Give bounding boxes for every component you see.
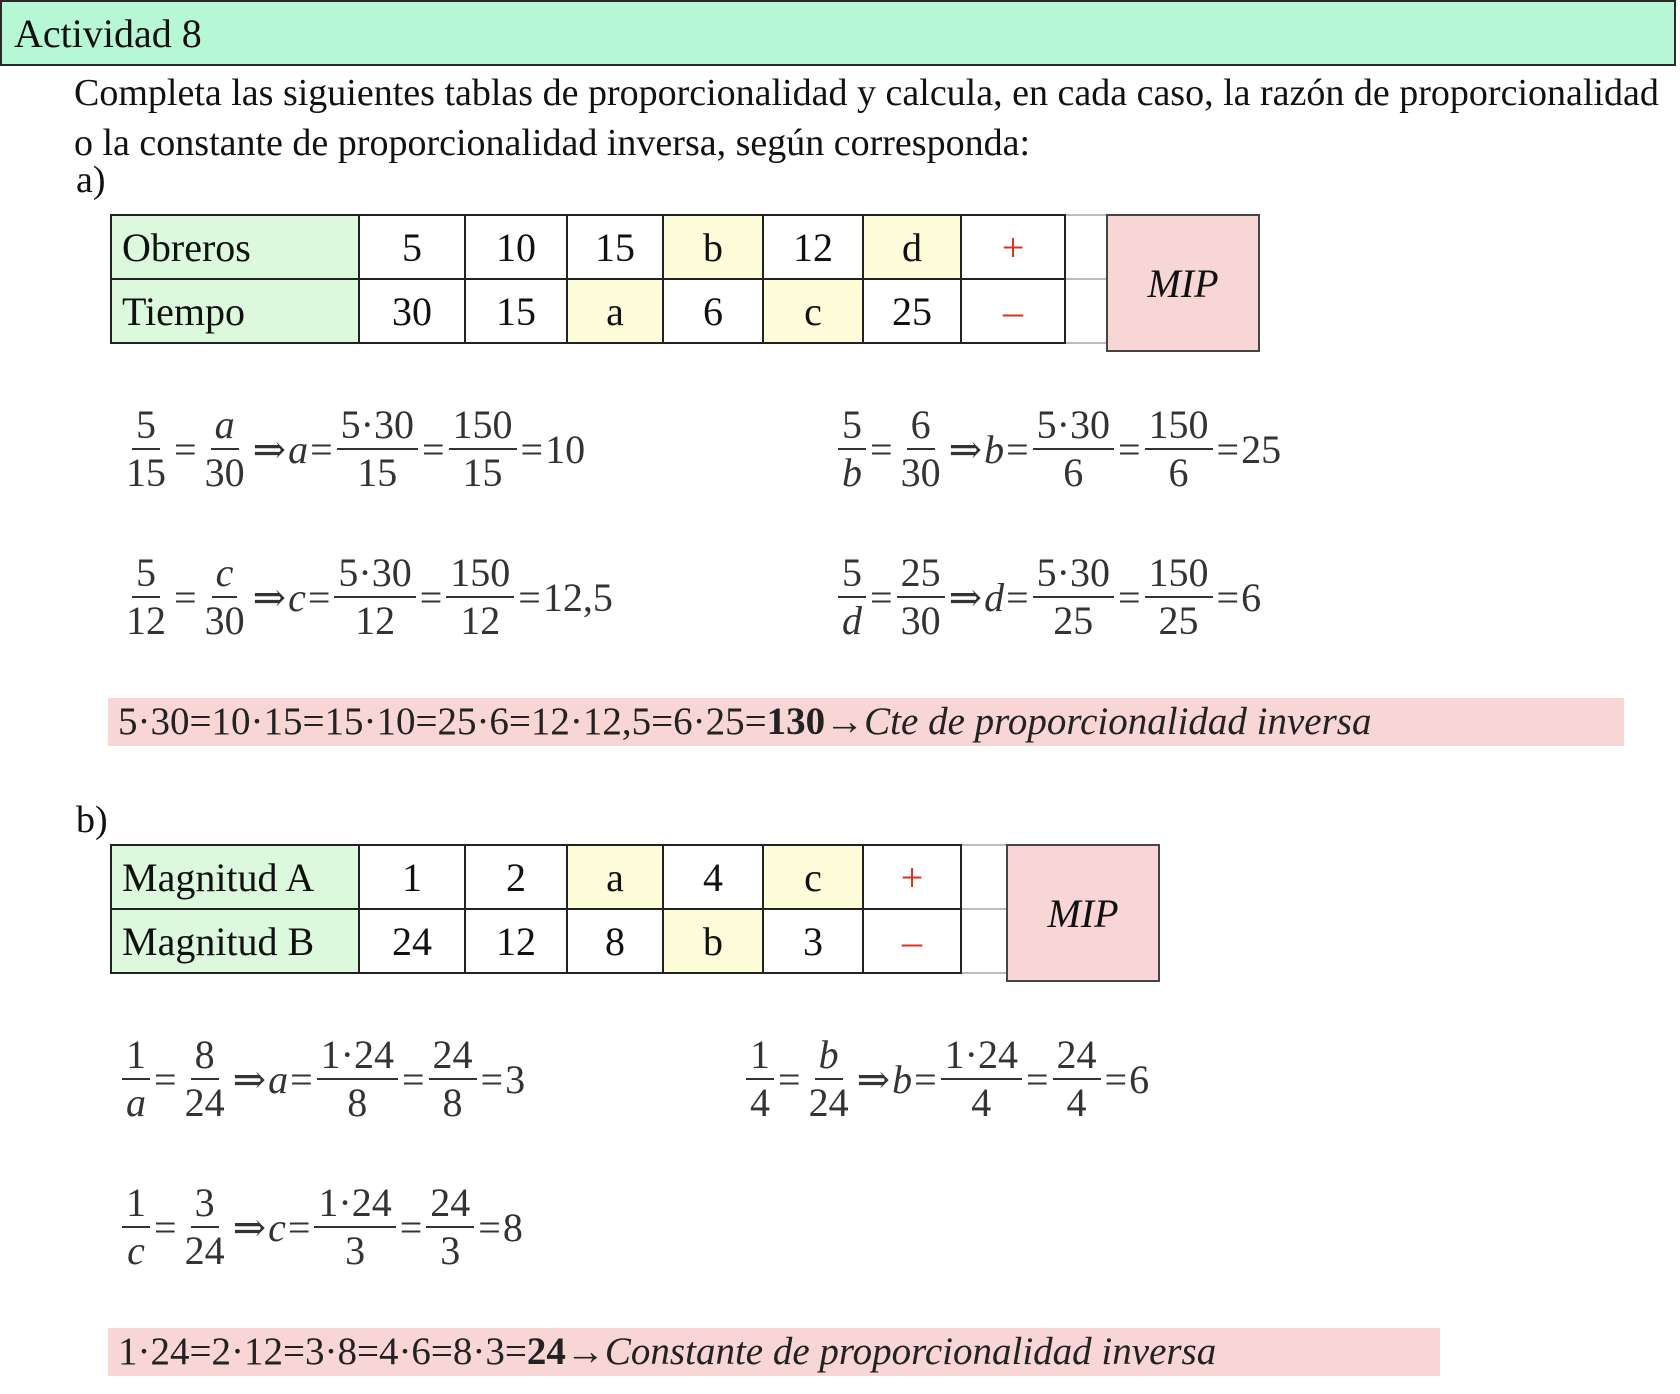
minus-sign: – — [961, 279, 1065, 343]
denominator: 24 — [808, 1080, 849, 1125]
equation-result: 8 — [502, 1204, 523, 1250]
operator: = — [1216, 574, 1240, 620]
left-fraction — [838, 550, 866, 644]
row-header: Obreros — [111, 215, 359, 279]
numerator: a — [211, 402, 239, 450]
table-cell: 8 — [567, 909, 663, 973]
summary-value: 130 — [766, 700, 826, 743]
denominator: 8 — [442, 1080, 463, 1125]
product-fraction — [334, 550, 415, 644]
table-cell: 6 — [663, 279, 763, 343]
numerator: 5·30 — [337, 402, 418, 450]
numerator: 3 — [191, 1180, 219, 1228]
product-fraction — [337, 402, 418, 496]
numerator: 5·30 — [1033, 402, 1114, 450]
operator: = — [870, 574, 893, 620]
operator: ⇒ — [252, 426, 287, 472]
row-header: Magnitud A — [111, 845, 359, 909]
numerator: 150 — [1145, 550, 1213, 598]
operator: = — [1104, 1056, 1128, 1102]
denominator: 3 — [345, 1228, 366, 1273]
unknown-cell: c — [763, 279, 863, 343]
table-cell: 15 — [465, 279, 567, 343]
operator: = — [1006, 426, 1029, 472]
table-cell: 25 — [863, 279, 961, 343]
operator: = — [154, 1204, 177, 1250]
denominator: 15 — [126, 450, 166, 495]
numerator: 24 — [426, 1180, 474, 1228]
denominator: d — [842, 598, 862, 643]
table-a — [110, 214, 1109, 344]
value-fraction — [1145, 402, 1213, 496]
denominator: 3 — [440, 1228, 461, 1273]
equation — [120, 1180, 523, 1274]
operator: = — [518, 574, 541, 620]
operator: = — [174, 426, 197, 472]
product-fraction — [314, 1180, 395, 1274]
numerator: 1 — [746, 1032, 774, 1080]
numerator: 1 — [122, 1032, 150, 1080]
summary-products: 5·30=10·15=15·10=25·6=12·12,5=6·25= — [118, 700, 767, 743]
numerator: 5 — [132, 550, 160, 598]
product-fraction — [1033, 550, 1114, 644]
numerator: 5 — [132, 402, 160, 450]
unknown-cell: b — [663, 909, 763, 973]
unknown-variable: c — [268, 1204, 286, 1250]
operator: = — [419, 574, 443, 620]
table-row — [111, 909, 1009, 973]
arrow-icon: → — [565, 1330, 605, 1373]
right-fraction — [201, 402, 249, 496]
left-fraction — [122, 1032, 150, 1126]
operator: ⇒ — [948, 574, 983, 620]
right-fraction — [805, 1032, 853, 1126]
product-fraction — [941, 1032, 1022, 1126]
summary-a — [108, 698, 1624, 746]
operator: ⇒ — [252, 574, 287, 620]
row-header: Magnitud B — [111, 909, 359, 973]
denominator: c — [127, 1228, 145, 1273]
summary-products: 1·24=2·12=3·8=4·6=8·3= — [118, 1330, 527, 1373]
numerator: 6 — [907, 402, 935, 450]
left-fraction — [122, 550, 170, 644]
numerator: 150 — [449, 402, 517, 450]
table-cell: 12 — [763, 215, 863, 279]
left-fraction — [838, 402, 866, 496]
unknown-cell: b — [663, 215, 763, 279]
right-fraction — [181, 1180, 229, 1274]
numerator: 5·30 — [334, 550, 415, 598]
table-gap — [961, 909, 1009, 973]
numerator: 24 — [429, 1032, 477, 1080]
operator: = — [290, 1056, 313, 1102]
operator: = — [914, 1056, 937, 1102]
equation-result: 10 — [545, 426, 586, 472]
equation — [120, 550, 613, 644]
table-cell: 30 — [359, 279, 465, 343]
equation — [836, 402, 1281, 496]
denominator: 12 — [355, 598, 396, 643]
value-fraction — [449, 402, 517, 496]
denominator: b — [842, 450, 862, 495]
right-fraction — [897, 402, 945, 496]
table-cell: 4 — [663, 845, 763, 909]
denominator: 15 — [357, 450, 398, 495]
operator: = — [480, 1056, 504, 1102]
plus-sign: + — [863, 845, 961, 909]
unknown-cell: d — [863, 215, 961, 279]
section-b-label: b) — [76, 799, 108, 841]
numerator: 150 — [1145, 402, 1213, 450]
denominator: 8 — [347, 1080, 368, 1125]
unknown-variable: b — [892, 1056, 913, 1102]
left-fraction — [746, 1032, 774, 1126]
table-cell: 12 — [465, 909, 567, 973]
operator: ⇒ — [232, 1056, 267, 1102]
equation-result: 6 — [1129, 1056, 1150, 1102]
operator: = — [1117, 574, 1141, 620]
unknown-cell: a — [567, 279, 663, 343]
summary-b — [108, 1328, 1440, 1376]
section-a-label: a) — [76, 159, 106, 201]
numerator: 5 — [838, 550, 866, 598]
operator: ⇒ — [948, 426, 983, 472]
mip-box: MIP — [1006, 844, 1160, 982]
operator: = — [154, 1056, 177, 1102]
table-gap — [961, 845, 1009, 909]
equation-result: 3 — [505, 1056, 526, 1102]
operator: = — [778, 1056, 801, 1102]
summary-label: Constante de proporcionalidad inversa — [604, 1330, 1217, 1373]
numerator: 150 — [446, 550, 514, 598]
denominator: a — [126, 1080, 146, 1125]
equation — [120, 1032, 525, 1126]
operator: = — [1216, 426, 1240, 472]
numerator: 1·24 — [317, 1032, 398, 1080]
denominator: 30 — [900, 450, 941, 495]
numerator: 24 — [1053, 1032, 1101, 1080]
table-row — [111, 845, 1009, 909]
unknown-variable: b — [984, 426, 1005, 472]
summary-value: 24 — [526, 1330, 566, 1373]
denominator: 6 — [1063, 450, 1084, 495]
numerator: 1·24 — [314, 1180, 395, 1228]
table-row — [111, 279, 1109, 343]
operator: = — [870, 426, 893, 472]
operator: = — [307, 574, 331, 620]
right-fraction — [181, 1032, 229, 1126]
left-fraction — [122, 402, 170, 496]
unknown-variable: c — [288, 574, 306, 620]
equation-result: 6 — [1241, 574, 1262, 620]
equation-result: 12,5 — [542, 574, 613, 620]
numerator: 1 — [122, 1180, 150, 1228]
unknown-cell: c — [763, 845, 863, 909]
operator: = — [174, 574, 197, 620]
table-row — [111, 215, 1109, 279]
value-fraction — [446, 550, 514, 644]
operator: = — [478, 1204, 501, 1250]
table-cell: 15 — [567, 215, 663, 279]
mip-box: MIP — [1106, 214, 1260, 352]
plus-sign: + — [961, 215, 1065, 279]
activity-title: Actividad 8 — [0, 0, 1676, 66]
unknown-cell: a — [567, 845, 663, 909]
table-cell: 24 — [359, 909, 465, 973]
numerator: 1·24 — [941, 1032, 1022, 1080]
numerator: 5·30 — [1033, 550, 1114, 598]
operator: = — [310, 426, 333, 472]
denominator: 25 — [1053, 598, 1094, 643]
equation — [744, 1032, 1149, 1126]
operator: = — [401, 1056, 425, 1102]
numerator: 5 — [838, 402, 866, 450]
numerator: c — [212, 550, 238, 598]
numerator: 25 — [897, 550, 945, 598]
right-fraction — [201, 550, 249, 644]
equation-result: 25 — [1241, 426, 1282, 472]
value-fraction — [1145, 550, 1213, 644]
denominator: 6 — [1168, 450, 1189, 495]
table-cell: 1 — [359, 845, 465, 909]
arrow-icon: → — [825, 700, 865, 743]
denominator: 30 — [204, 598, 245, 643]
row-header: Tiempo — [111, 279, 359, 343]
denominator: 30 — [204, 450, 245, 495]
table-cell: 5 — [359, 215, 465, 279]
operator: ⇒ — [856, 1056, 891, 1102]
denominator: 24 — [184, 1228, 225, 1273]
table-cell: 10 — [465, 215, 567, 279]
table-gap — [1065, 279, 1109, 343]
denominator: 4 — [1066, 1080, 1087, 1125]
denominator: 24 — [184, 1080, 225, 1125]
product-fraction — [1033, 402, 1114, 496]
numerator: b — [815, 1032, 843, 1080]
value-fraction — [426, 1180, 474, 1274]
unknown-variable: a — [288, 426, 309, 472]
denominator: 4 — [971, 1080, 992, 1125]
denominator: 30 — [900, 598, 941, 643]
operator: = — [1117, 426, 1141, 472]
operator: = — [421, 426, 445, 472]
denominator: 25 — [1158, 598, 1199, 643]
equation — [120, 402, 585, 496]
minus-sign: – — [863, 909, 961, 973]
value-fraction — [1053, 1032, 1101, 1126]
table-cell: 3 — [763, 909, 863, 973]
operator: = — [287, 1204, 311, 1250]
product-fraction — [317, 1032, 398, 1126]
operator: = — [399, 1204, 423, 1250]
operator: = — [520, 426, 544, 472]
table-gap — [1065, 215, 1109, 279]
denominator: 12 — [460, 598, 501, 643]
table-cell: 2 — [465, 845, 567, 909]
unknown-variable: d — [984, 574, 1005, 620]
equation — [836, 550, 1261, 644]
value-fraction — [429, 1032, 477, 1126]
numerator: 8 — [191, 1032, 219, 1080]
left-fraction — [122, 1180, 150, 1274]
denominator: 4 — [750, 1080, 770, 1125]
denominator: 15 — [462, 450, 503, 495]
operator: ⇒ — [232, 1204, 267, 1250]
operator: = — [1025, 1056, 1049, 1102]
operator: = — [1006, 574, 1029, 620]
right-fraction — [897, 550, 945, 644]
table-b — [110, 844, 1009, 974]
summary-label: Cte de proporcionalidad inversa — [864, 700, 1372, 743]
unknown-variable: a — [268, 1056, 289, 1102]
denominator: 12 — [126, 598, 166, 643]
instructions: Completa las siguientes tablas de proporcionalidad y calcula, en cada caso, la razón de proporcionalidad o la constante de proporcionalidad inversa, según corresponda: — [74, 72, 1659, 164]
